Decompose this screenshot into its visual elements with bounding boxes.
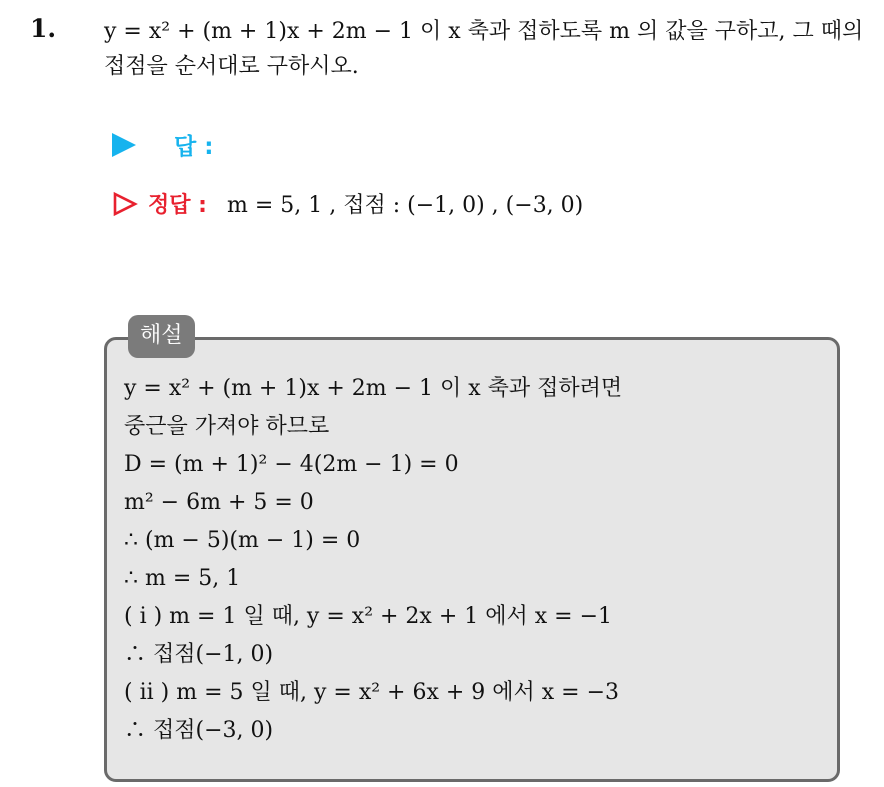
question-text: y = x² + (m + 1)x + 2m − 1 이 x 축과 접하도록 m 의 값을 구하고, 그 때의 접점을 순서대로 구하시오. (104, 19, 864, 79)
question-number: 1. (30, 14, 57, 43)
play-arrow-icon (112, 133, 136, 157)
solution-content (124, 370, 824, 750)
answer-row (112, 128, 213, 161)
solution-line: ∴ 접점(−3, 0) (124, 718, 274, 743)
correct-answer-label: 정답 : (148, 193, 207, 218)
solution-line: D = (m + 1)² − 4(2m − 1) = 0 (124, 452, 459, 477)
answer-label: 답 : (174, 134, 214, 160)
correct-answer-value: m = 5, 1 , 접점 : (−1, 0) , (−3, 0) (226, 193, 584, 218)
solution-tab: 해설 (128, 315, 195, 358)
solution-line: 중근을 가져야 하므로 (124, 414, 330, 439)
solution-line: ∴ 접점(−1, 0) (124, 642, 274, 667)
solution-line: ( i ) m = 1 일 때, y = x² + 2x + 1 에서 x = −1 (124, 604, 613, 629)
outline-arrow-icon (112, 191, 138, 217)
solution-line: ∴ m = 5, 1 (124, 566, 241, 591)
solution-line: ∴ (m − 5)(m − 1) = 0 (124, 528, 361, 553)
solution-line: y = x² + (m + 1)x + 2m − 1 이 x 축과 접하려면 (124, 376, 623, 401)
correct-answer-row (112, 188, 583, 219)
solution-line: ( ii ) m = 5 일 때, y = x² + 6x + 9 에서 x = −3 (124, 680, 620, 705)
solution-line: m² − 6m + 5 = 0 (124, 490, 314, 515)
